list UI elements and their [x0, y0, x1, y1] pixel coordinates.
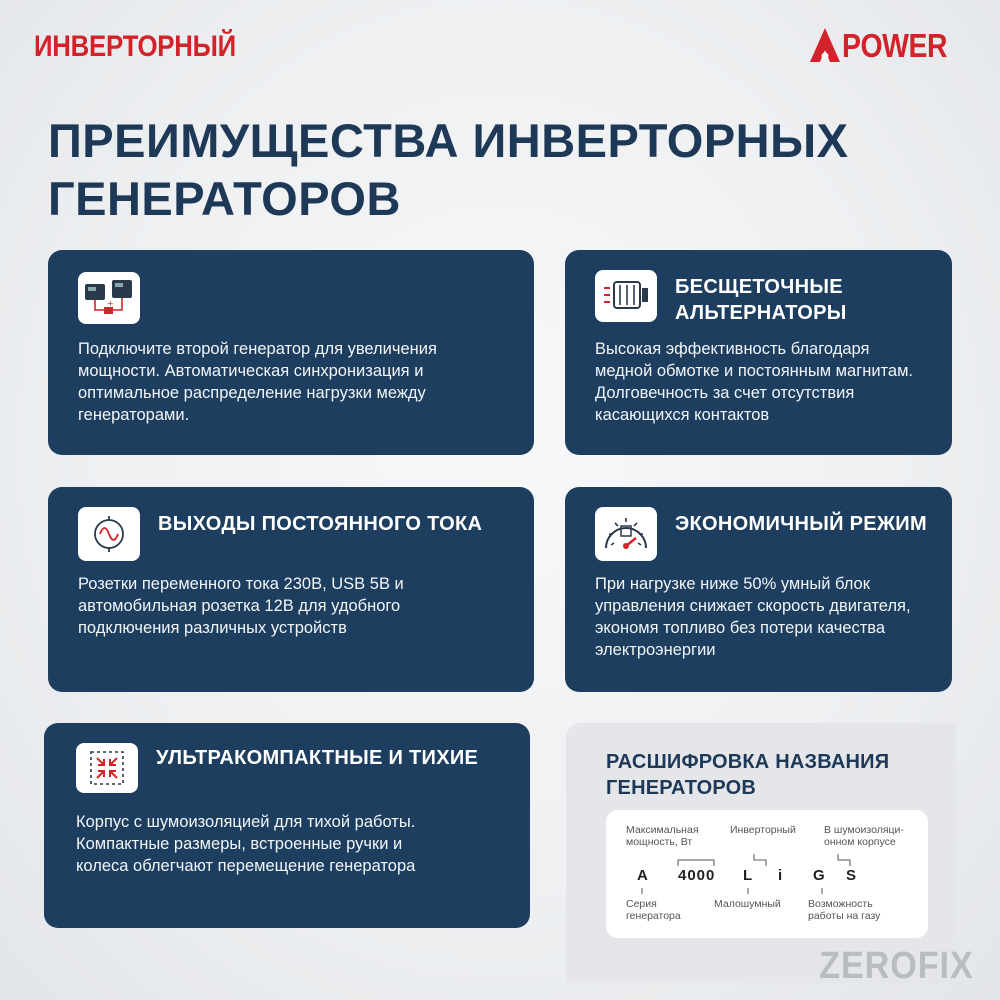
label-series: Серия генератора	[626, 898, 681, 922]
compact-arrows-icon	[76, 743, 138, 793]
card-title: БЕСЩЕТОЧНЫЕ АЛЬТЕРНАТОРЫ	[675, 276, 847, 324]
code-part-power: 4000	[678, 867, 716, 884]
brand-logo	[810, 28, 964, 62]
label-power: Максимальная мощность, Вт	[626, 824, 699, 848]
label-housing: В шумоизоляци-онном корпусе	[824, 824, 904, 848]
fuel-gauge-icon	[595, 507, 657, 561]
card-text: Корпус с шумоизоляцией для тихой работы. Компактные размеры, встроенные ручки и колеса облегчают перемещение генератора	[76, 813, 416, 875]
code-part-inverter: i	[778, 867, 784, 884]
label-gas: Возможность работы на газу	[808, 898, 881, 922]
feature-card-compact	[44, 723, 530, 928]
decode-title: РАСШИФРОВКА НАЗВАНИЯ ГЕНЕРАТОРОВ	[606, 751, 890, 799]
parallel-generators-icon	[78, 272, 140, 324]
feature-card-eco	[565, 487, 952, 692]
brand-logo-text: POWER	[841, 27, 947, 64]
model-name-decode-panel	[566, 723, 956, 983]
card-title: УЛЬТРАКОМПАКТНЫЕ И ТИХИЕ	[156, 747, 479, 769]
category-label: ИНВЕРТОРНЫЙ	[34, 30, 236, 63]
card-text: Высокая эффективность благодаря медной обмотке и постоянным магнитам. Долговечность за счет отсутствия касающихся контактов	[595, 340, 914, 424]
page-title: ПРЕИМУЩЕСТВА ИНВЕРТОРНЫХ ГЕНЕРАТОРОВ	[48, 114, 849, 225]
feature-card-brushless	[565, 250, 952, 455]
label-inverter: Инверторный	[730, 824, 796, 836]
card-title: ЭКОНОМИЧНЫЙ РЕЖИМ	[675, 513, 927, 535]
code-part-series: A	[637, 867, 649, 884]
code-part-gas: G	[813, 867, 826, 884]
feature-card-parallel	[48, 250, 534, 455]
brushless-alternator-icon	[595, 270, 657, 322]
card-text: Розетки переменного тока 230В, USB 5В и автомобильная розетка 12В для удобного подключения различных устройств	[78, 575, 404, 637]
watermark: ZEROFIX	[819, 945, 974, 987]
card-text: При нагрузке ниже 50% умный блок управления снижает скорость двигателя, экономя топливо без потери качества электроэнергии	[595, 575, 911, 659]
decode-diagram	[606, 810, 928, 938]
feature-card-outputs	[48, 487, 534, 692]
code-part-quiet: L	[743, 867, 754, 884]
brand-logo-mark-icon	[810, 28, 840, 62]
card-text: Подключите второй генератор для увеличения мощности. Автоматическая синхронизация и оптимальное распределение нагрузки между генераторами.	[78, 340, 437, 424]
code-part-housing: S	[846, 867, 858, 884]
ac-output-icon	[78, 507, 140, 561]
label-quiet: Малошумный	[714, 898, 781, 910]
svg-text:+: +	[107, 299, 114, 308]
card-title: ВЫХОДЫ ПОСТОЯННОГО ТОКА	[158, 513, 483, 535]
